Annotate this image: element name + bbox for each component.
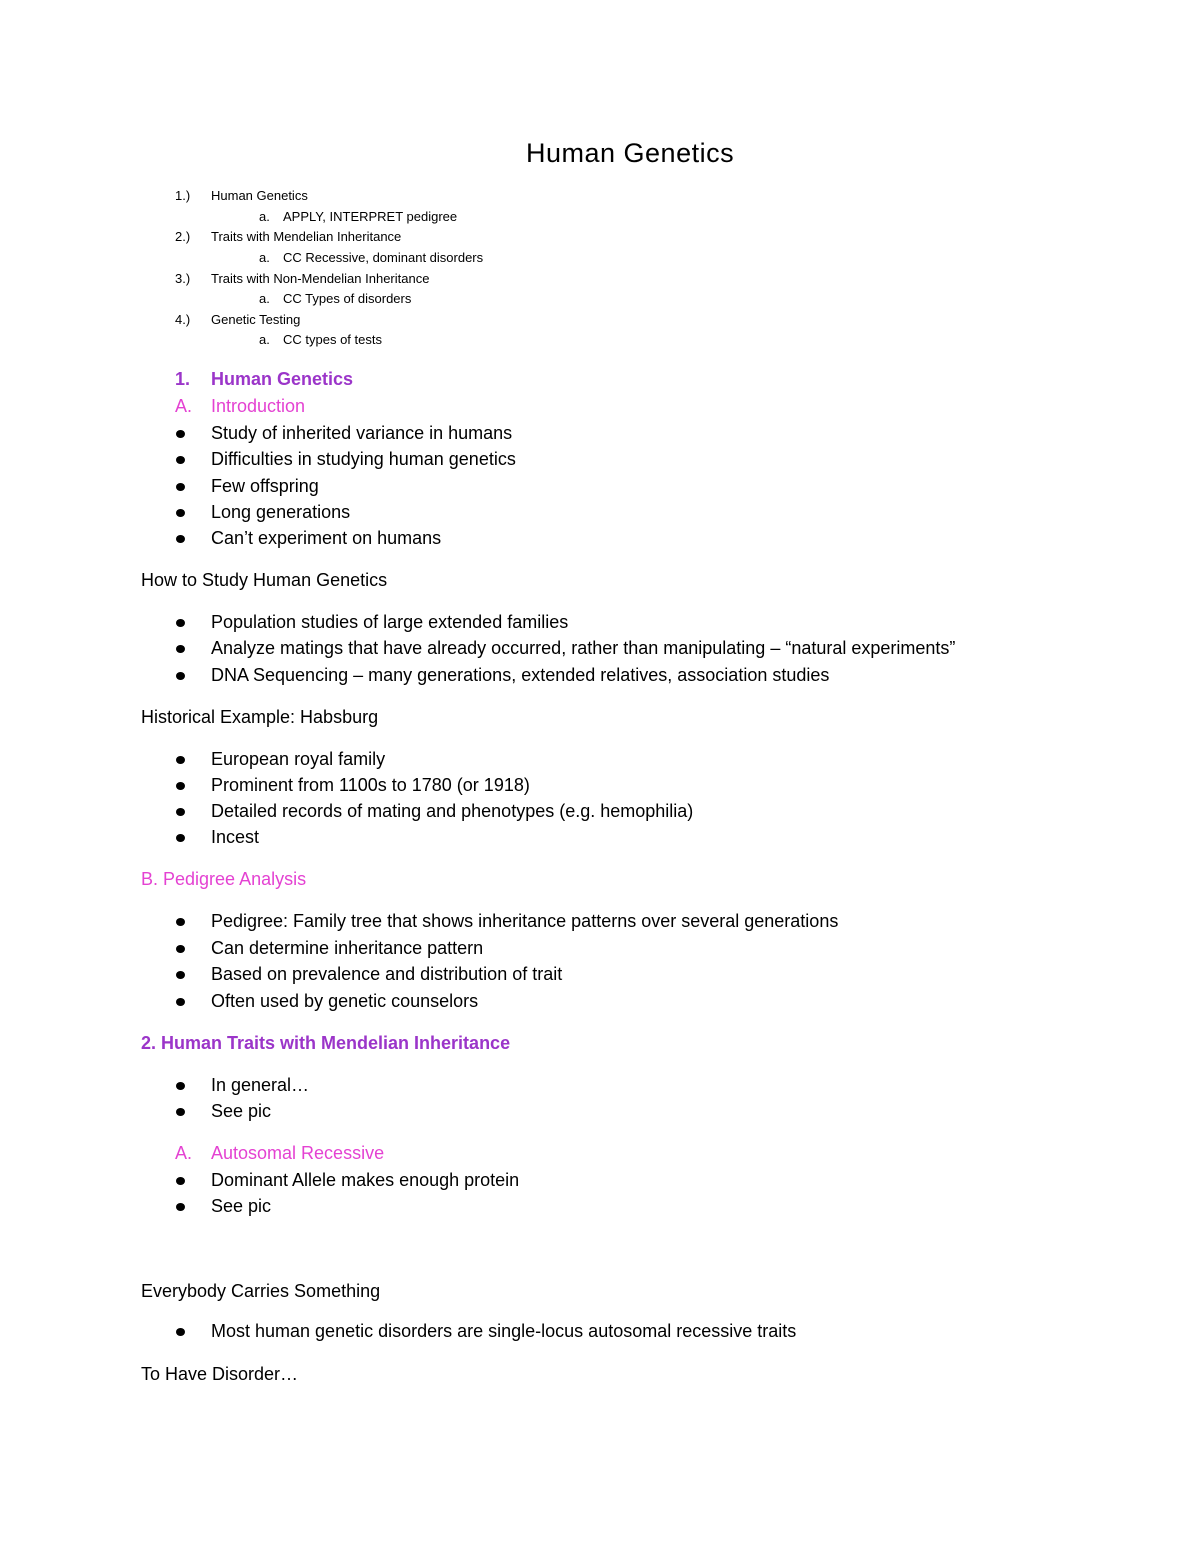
outline-subitem: APPLY, INTERPRET pedigree [283,209,458,224]
outline-subitem: CC Types of disorders [283,291,412,306]
bullet-icon [176,834,185,842]
list-item: Incest [211,827,260,847]
list-item: Analyze matings that have already occurred, rather than manipulating – “natural experiments” [211,638,956,658]
list-item: Can’t experiment on humans [211,528,442,548]
paragraph-heading: To Have Disorder… [141,1364,299,1384]
list-item: Based on prevalence and distribution of trait [211,964,563,984]
list-item: Often used by genetic counselors [211,991,479,1011]
outline-subitem: CC Recessive, dominant disorders [283,250,484,265]
list-item: Difficulties in studying human genetics [211,449,516,469]
bullet-icon [176,998,185,1006]
outline-sub-marker: a. [259,250,270,265]
page-title: Human Genetics [526,138,735,168]
list-item: Detailed records of mating and phenotypes (e.g. hemophilia) [211,801,694,821]
section-heading: Human Genetics [211,369,354,389]
outline-subitem: CC types of tests [283,332,382,347]
bullet-icon [176,945,185,953]
bullet-icon [176,1108,185,1116]
subsection-letter: A. [175,1143,193,1163]
bullet-icon [176,456,185,464]
subsection-heading: Introduction [211,396,306,416]
outline-sub-marker: a. [259,332,270,347]
list-item: Long generations [211,502,351,522]
paragraph-heading: Everybody Carries Something [141,1281,381,1301]
bullet-icon [176,971,185,979]
outline-item: Genetic Testing [211,312,301,327]
bullet-icon [176,430,185,438]
list-item: See pic [211,1196,272,1216]
bullet-icon [176,782,185,790]
outline-item: Traits with Mendelian Inheritance [211,229,402,244]
section-number: 1. [175,369,191,389]
list-item: Dominant Allele makes enough protein [211,1170,520,1190]
outline-num: 4.) [175,312,191,327]
bullet-icon [176,535,185,543]
bullet-icon [176,756,185,764]
outline-num: 1.) [175,188,191,203]
bullet-icon [176,672,185,680]
list-item: Study of inherited variance in humans [211,423,513,443]
list-item: Most human genetic disorders are single-locus autosomal recessive traits [211,1321,797,1341]
bullet-icon [176,619,185,627]
list-item: Population studies of large extended families [211,612,569,632]
bullet-icon [176,808,185,816]
section-heading: 2. Human Traits with Mendelian Inheritance [141,1033,511,1053]
list-item: Pedigree: Family tree that shows inheritance patterns over several generations [211,911,839,931]
outline-sub-marker: a. [259,291,270,306]
paragraph-heading: Historical Example: Habsburg [141,707,379,727]
bullet-icon [176,1177,185,1185]
list-item: DNA Sequencing – many generations, extended relatives, association studies [211,665,830,685]
subsection-heading: B. Pedigree Analysis [141,869,307,889]
outline-item: Human Genetics [211,188,308,203]
list-item: Few offspring [211,476,319,496]
outline-num: 3.) [175,271,191,286]
outline-sub-marker: a. [259,209,270,224]
bullet-icon [176,918,185,926]
bullet-icon [176,1328,185,1336]
bullet-icon [176,645,185,653]
paragraph-heading: How to Study Human Genetics [141,570,388,590]
outline-item: Traits with Non-Mendelian Inheritance [211,271,430,286]
outline-num: 2.) [175,229,191,244]
list-item: See pic [211,1101,272,1121]
bullet-icon [176,483,185,491]
list-item: Can determine inheritance pattern [211,938,484,958]
list-item: In general… [211,1075,310,1095]
bullet-icon [176,509,185,517]
bullet-icon [176,1082,185,1090]
subsection-letter: A. [175,396,193,416]
list-item: European royal family [211,749,386,769]
bullet-icon [176,1203,185,1211]
subsection-heading: Autosomal Recessive [211,1143,385,1163]
list-item: Prominent from 1100s to 1780 (or 1918) [211,775,530,795]
